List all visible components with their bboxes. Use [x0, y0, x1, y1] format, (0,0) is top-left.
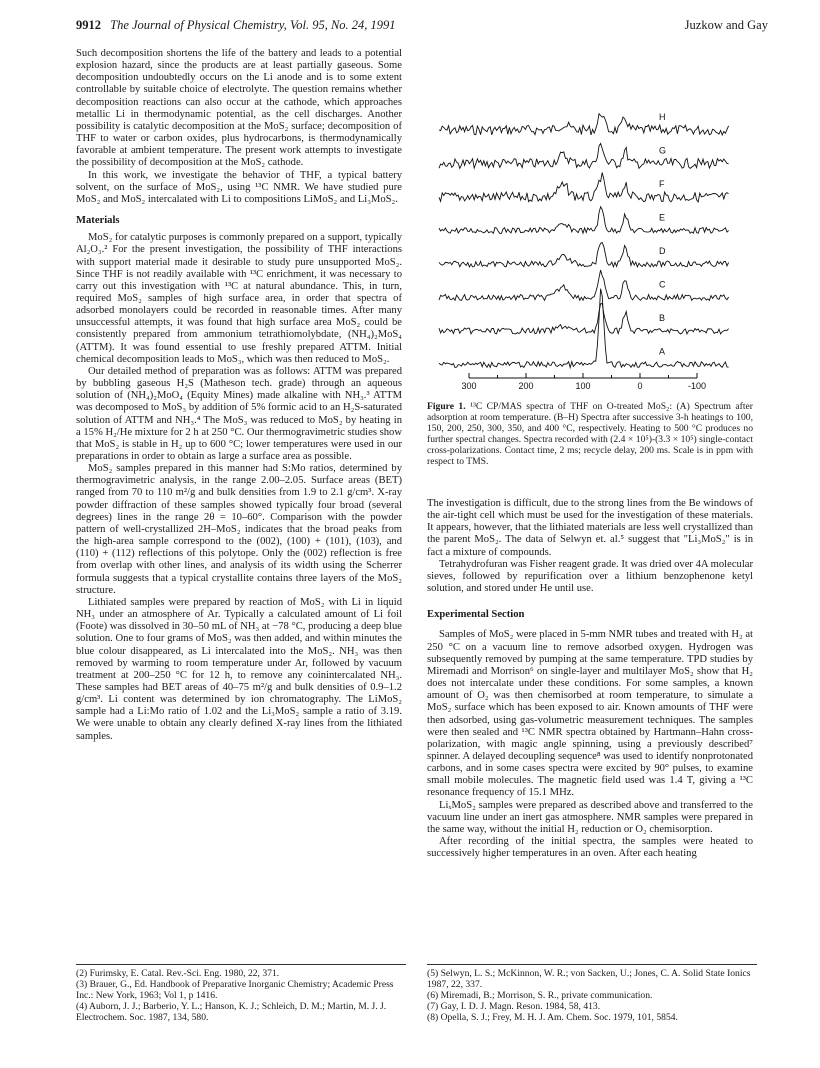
- experimental-paragraph: Samples of MoS₂ were placed in 5-mm NMR tubes and treated with H₂ at 250 °C on a vacuum line to remove adsorbed oxygen. Hydrogen was subsequently removed by pumping at the same temperature. TPD studies by Miremadi and Morrison⁶ on single-layer and multilayer MoS₂ show that H₂ does not intercalate under these conditions. For some samples, a known amount of O₂ was then chemisorbed at room temperature, to simulate a MoS₂ surface which has been exposed to air. Known amounts of THF were then adsorbed, using gas-volumetric measurement techniques. The samples were then sealed and ¹³C NMR spectra obtained by Hartmann–Hahn cross-polarization, with magic angle spinning, using a previously described⁷ spinner. A delayed decoupling sequence⁸ was used to identify nonprotonated carbons, and in some cases spectra were excited by 90° pulses, to examine small mobile molecules. The magnetic field used was 1.4 T, giving a ¹³C resonance frequency of 15.1 MHz.: [427, 629, 753, 799]
- running-authors: Juzkow and Gay: [684, 18, 768, 32]
- figure-caption: [427, 401, 753, 467]
- experimental-paragraph: After recording of the initial spectra, the samples were heated to successively higher temperatures in an oven. After each heating: [427, 836, 753, 860]
- intro-paragraph: In this work, we investigate the behavior of THF, a typical battery solvent, on the surface of MoS₂, using ¹³C NMR. We have studied pure MoS₂ and MoS₂ intercalated with Li to compositions LiMoS₂ and Li₃MoS₂.: [76, 169, 402, 205]
- spectrum-trace: [439, 173, 729, 202]
- spectrum-trace: [439, 243, 729, 267]
- trace-label: H: [659, 112, 666, 122]
- footnote: (3) Brauer, G., Ed. Handbook of Preparative Inorganic Chemistry; Academic Press Inc.: New York, 1963; Vol 1, p 1416.: [76, 979, 394, 1001]
- footnote: (2) Furimsky, E. Catal. Rev.-Sci. Eng. 1980, 22, 371.: [76, 968, 280, 979]
- figure-1: [427, 48, 753, 467]
- trace-label: F: [659, 179, 665, 189]
- trace-label: D: [659, 246, 666, 256]
- materials-paragraph: MoS₂ for catalytic purposes is commonly prepared on a support, typically Al₂O₃.² For the present investigation, the possibility of THF interactions with support material made it desirable to study pure unsupported MoS₂. Since THF is not readily available with ¹³C enrichment, it was necessary to carry out this investigation with ¹³C at natural abundance. This, in turn, required MoS₂ samples of high surface area, in order that spectra of adsorbed monolayers could be recorded in reasonable times. After many unsuccessful attempts, it was found that high surface area MoS₂ could be consistently prepared from ammonium tetrathiomolybdate, (NH₄)₂MoS₄ (ATTM). It was found essential to use freshly prepared ATTM. Initial chemical decomposition leads to MoS₃, which was then reduced to MoS₂.: [76, 232, 402, 365]
- right-column: [427, 498, 753, 860]
- spectrum-trace: [439, 114, 729, 135]
- footnotes-right: [427, 968, 757, 1023]
- x-axis-tick-label: 300: [461, 381, 477, 391]
- left-column: [76, 48, 402, 743]
- spectrum-trace: [439, 270, 729, 300]
- journal-citation: The Journal of Physical Chemistry, Vol. 95, No. 24, 1991: [110, 18, 396, 32]
- x-axis-tick-label: -100: [687, 381, 707, 391]
- trace-label: C: [659, 279, 666, 290]
- experimental-paragraph: LiₓMoS₂ samples were prepared as described above and transferred to the vacuum line under an inert gas atmosphere. NMR samples were prepared in the same way, without the initial H₂ reduction or O₂ chemisorption.: [427, 799, 753, 835]
- spectrum-trace: [439, 289, 729, 368]
- intro-paragraph: Such decomposition shortens the life of the battery and leads to a potential explosion hazard, since the products are at least partially gaseous. Some decomposition undoubtedly occurs on the Li anode and is to some extent controllable by suitable choice of electrolyte. The question remains whether decomposition reactions can also occur at the cathode, which approaches metallic Li in thermodynamic potential, as the cell discharges. Another possibility is catalytic decomposition at the MoS₂ surface; decomposition of THF to water or carbon oxides, plus hydrocarbons, is thermodynamically favorable at ambient temperature. The present work attempts to investigate the possibility of decomposition at the MoS₂ cathode.: [76, 48, 402, 169]
- page-header: [76, 18, 768, 36]
- trace-label: A: [659, 346, 666, 357]
- spectrum-trace: [439, 144, 729, 169]
- footnote: (8) Opella, S. J.; Frey, M. H. J. Am. Chem. Soc. 1979, 101, 5854.: [427, 1012, 678, 1023]
- trace-label: E: [659, 212, 666, 223]
- nmr-spectra-plot: [427, 48, 753, 398]
- footnote: (4) Auborn, J. J.; Barberio, Y. L.; Hanson, K. J.; Schleich, D. M.; Martin, M. J. J. Electrochem. Soc. 1987, 134, 580.: [76, 1001, 387, 1023]
- footnote-rule: [427, 964, 757, 965]
- experimental-heading: Experimental Section: [427, 609, 525, 621]
- footnote: (6) Miremadi, B.; Morrison, S. R., private communication.: [427, 990, 653, 1001]
- x-axis-tick-label: 100: [575, 381, 591, 391]
- page-number: 9912: [76, 18, 101, 32]
- footnotes-left: [76, 968, 406, 1023]
- footnote: (7) Gay, I. D. J. Magn. Reson. 1984, 58, 413.: [427, 1001, 601, 1012]
- materials-paragraph: Our detailed method of preparation was as follows: ATTM was prepared by bubbling gaseous H₂S (Matheson tech. grade) through an aqueous solution of (NH₄)₂MoO₄ (Equity Mines) made alkaline with NH₃.³ ATTM was decomposed to MoS₃ by addition of 5% formic acid to an H₂S-saturated solution of ATTM and NH₃.⁴ The MoS₃ was reduced to MoS₂ by heating in a 15% H₂/He mixture for 2 h at 250 °C. Our thermogravimetric studies show that MoS₂ is stable in H₂ up to 600 °C; lower temperatures were used in our preparations in order to obtain as large a surface area as possible.: [76, 365, 402, 462]
- trace-label: G: [659, 145, 667, 156]
- figure-caption-label: Figure 1.: [427, 401, 466, 412]
- footnote: (5) Selwyn, L. S.; McKinnon, W. R.; von Sacken, U.; Jones, C. A. Solid State Ionics 1987, 22, 337.: [427, 968, 751, 990]
- intro-paragraph: The investigation is difficult, due to the strong lines from the Be windows of the air-tight cell which must be used for the investigation of these materials. It appears, however, that the lithiated materials are less well crystallized than the parent MoS₂. The data of Selwyn et. al.⁵ suggest that "Li₃MoS₂" is in fact a mixture of compounds.: [427, 498, 753, 558]
- spectrum-trace: [439, 207, 729, 234]
- x-axis-tick-label: 200: [518, 381, 534, 391]
- footnote-rule: [76, 964, 406, 965]
- figure-caption-text: ¹³C CP/MAS spectra of THF on O-treated MoS₂: (A) Spectrum after adsorption at room temperature. (B–H) Spectra after successive 3-h heatings to 100, 150, 200, 250, 300, 350, and 400 °C, respectively. Heating to 500 °C produces no further spectral changes. Spectra recorded with (2.4 × 10⁵)-(3.3 × 10⁵) single-contact cross-polarizations. Contact time, 2 ms; recycle delay, 200 ms. Scale is in ppm with respect to TMS.: [427, 401, 753, 467]
- materials-paragraph: Lithiated samples were prepared by reaction of MoS₂ with Li in liquid NH₃ under an atmosphere of Ar. Typically a calculated amount of Li foil (Foote) was dissolved in 30–50 mL of NH₃ at −78 °C, producing a deep blue solution. One to four grams of MoS₂ was then added, and within minutes the blue colour disappeared, as Li intercalated into the MoS₂. NH₃ was then removed by warming to room temperature under Ar, followed by vacuum treatment at 200–250 °C for 12 h, to remove any coinintercalated NH₃. These samples had BET areas of 40–75 m²/g and bulk densities of 0.9–1.2 g/cm³. Li content was determined by ion chromatography. The LiMoS₂ sample had a Li:Mo ratio of 1.02 and the Li₃MoS₂ sample a ratio of 3.19. We were unable to obtain any clearly defined X-ray lines from the lithiated samples.: [76, 596, 402, 742]
- trace-label: B: [659, 313, 666, 323]
- x-axis-tick-label: 0: [637, 381, 643, 391]
- intro-paragraph: Tetrahydrofuran was Fisher reagent grade. It was dried over 4A molecular sieves, followed by repurification over a lithium benzophenone ketyl solution, and stored under He until use.: [427, 558, 753, 595]
- spectrum-trace: [439, 303, 729, 334]
- materials-heading: Materials: [76, 215, 120, 227]
- materials-paragraph: MoS₂ samples prepared in this manner had S:Mo ratios, determined by thermogravimetric analysis, in the range 2.00–2.05. Surface areas (BET) ranged from 70 to 110 m²/g and bulk densities from 1.9 to 2.1 g/cm³. X-ray powder diffraction of these samples showed typically four broad (several degrees) lines in the range 2θ = 10–60°. Comparison with the powder pattern of well-crystallized 2H–MoS₂ indicates that the broad peaks from the high-area sample correspond to the (002), (100) + (101), (103), and (110) + (112) reflections of this polytope. Only the (002) reflection is free from overlap with other lines, and analysis of its width using the Scherrer formula suggests that a typical crystallite contains three layers of the MoS₂ structure.: [76, 463, 402, 596]
